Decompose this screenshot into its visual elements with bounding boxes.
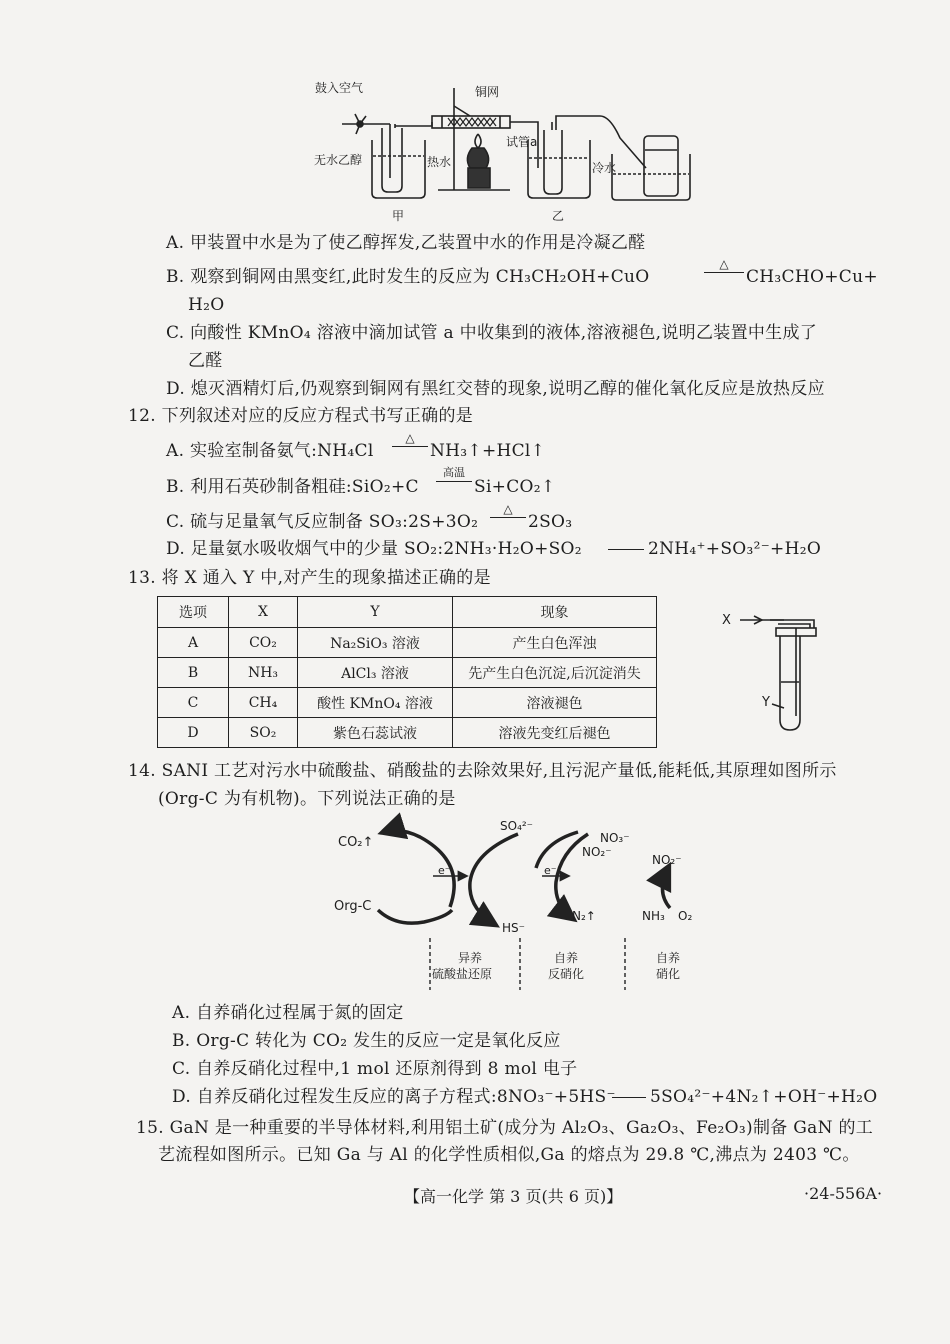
q12-option-b-condition: 高温 xyxy=(443,466,465,479)
q14-option-d-part2: 5SO₄²⁻+4N₂↑+OH⁻+H₂O xyxy=(650,1087,878,1107)
q12-option-b-part1: B. 利用石英砂制备粗硅:SiO₂+C xyxy=(166,477,419,497)
label-copper-mesh: 铜网 xyxy=(475,85,500,99)
label-org-c: Org-C xyxy=(334,899,372,914)
cell-x: SO₂ xyxy=(229,718,298,748)
q12-option-b-condition-wrap xyxy=(436,467,472,482)
q14-option-c: C. 自养反硝化过程中,1 mol 还原剂得到 8 mol 电子 xyxy=(172,1059,578,1079)
q12-option-d-part2: 2NH₄⁺+SO₃²⁻+H₂O xyxy=(648,539,822,559)
cell-phenomenon: 先产生白色沉淀,后沉淀消失 xyxy=(453,658,657,688)
label-x: X xyxy=(722,613,731,628)
label-jia: 甲 xyxy=(392,209,405,223)
label-n2: N₂↑ xyxy=(572,909,596,923)
label-denitrification: 反硝化 xyxy=(548,967,585,981)
cell-y: 紫色石蕊试液 xyxy=(298,718,453,748)
q11-option-b-part2: CH₃CHO+Cu+ xyxy=(746,267,878,287)
q12-option-b-arrow xyxy=(436,481,472,482)
label-heterotrophic: 异养 xyxy=(458,951,483,965)
cell-x: CO₂ xyxy=(229,628,298,658)
table-row xyxy=(158,658,657,688)
q15-line1: 15. GaN 是一种重要的半导体材料,利用铝土矿(成分为 Al₂O₃、Ga₂O₃、Fe₂O₃)制备 GaN 的工 xyxy=(136,1118,874,1138)
q12-option-c-part1: C. 硫与足量氧气反应制备 SO₃:2S+3O₂ xyxy=(166,512,479,532)
cell-y: Na₂SiO₃ 溶液 xyxy=(298,628,453,658)
sani-process-diagram xyxy=(330,812,710,992)
q13-stem: 13. 将 X 通入 Y 中,对产生的现象描述正确的是 xyxy=(128,568,491,588)
cell-option: C xyxy=(158,688,229,718)
q12-option-d-part1: D. 足量氨水吸收烟气中的少量 SO₂:2NH₃·H₂O+SO₂ xyxy=(166,539,582,559)
q12-option-a-condition: △ xyxy=(405,431,415,445)
q13-table xyxy=(157,596,657,748)
q14-stem-line2: (Org-C 为有机物)。下列说法正确的是 xyxy=(158,789,456,809)
label-hs: HS⁻ xyxy=(502,921,525,935)
q14-option-b: B. Org-C 转化为 CO₂ 发生的反应一定是氧化反应 xyxy=(172,1031,561,1051)
label-autotrophic-2: 自养 xyxy=(656,951,681,965)
q12-option-a-part1: A. 实验室制备氨气:NH₄Cl xyxy=(166,441,374,461)
cell-option: D xyxy=(158,718,229,748)
gas-inlet-test-tube-figure xyxy=(718,608,828,738)
table-row xyxy=(158,628,657,658)
cell-x: NH₃ xyxy=(229,658,298,688)
q11-option-b-condition-wrap xyxy=(704,258,744,273)
header-option: 选项 xyxy=(158,597,229,628)
cell-phenomenon: 溶液褪色 xyxy=(453,688,657,718)
label-o2: O₂ xyxy=(678,909,693,923)
header-y: Y xyxy=(298,597,453,628)
header-phenomenon: 现象 xyxy=(453,597,657,628)
q11-option-a: A. 甲装置中水是为了使乙醇挥发,乙装置中水的作用是冷凝乙醛 xyxy=(166,233,646,253)
cell-phenomenon: 产生白色浑浊 xyxy=(453,628,657,658)
q14-option-a: A. 自养硝化过程属于氮的固定 xyxy=(172,1003,404,1023)
q12-option-a-arrow xyxy=(392,446,428,447)
q15-line2: 艺流程如图所示。已知 Ga 与 Al 的化学性质相似,Ga 的熔点为 29.8 ℃,沸点为 2403 ℃。 xyxy=(158,1145,860,1165)
label-e-1: e⁻ xyxy=(438,864,451,877)
label-nh3: NH₃ xyxy=(642,909,665,923)
q11-option-d: D. 熄灭酒精灯后,仍观察到铜网有黑红交替的现象,说明乙醇的催化氧化反应是放热反应 xyxy=(166,379,825,399)
q11-option-b-arrow xyxy=(704,272,744,273)
q11-option-b-condition: △ xyxy=(719,257,729,271)
table-header-row xyxy=(158,597,657,628)
label-hot-water: 热水 xyxy=(427,155,452,169)
q12-option-c-arrow xyxy=(490,517,526,518)
ethanol-oxidation-apparatus xyxy=(300,78,700,228)
label-cold-water: 冷水 xyxy=(592,161,617,175)
q12-option-a-part2: NH₃↑+HCl↑ xyxy=(430,441,546,461)
q14-stem-line1: 14. SANI 工艺对污水中硫酸盐、硝酸盐的去除效果好,且污泥产量低,能耗低,其原理如图所示 xyxy=(128,761,837,781)
label-y: Y xyxy=(762,695,770,710)
q12-option-c-condition: △ xyxy=(503,502,513,516)
label-test-tube: 试管a xyxy=(506,135,538,149)
q11-option-b-part3: H₂O xyxy=(188,295,225,315)
label-nitrification: 硝化 xyxy=(656,967,681,981)
q12-option-d-equals xyxy=(608,549,644,550)
cell-option: B xyxy=(158,658,229,688)
footer-code: ·24-556A· xyxy=(804,1184,883,1203)
q14-option-d-part1: D. 自养反硝化过程发生反应的离子方程式:8NO₃⁻+5HS⁻ xyxy=(172,1087,616,1107)
q12-option-a-condition-wrap xyxy=(392,432,428,447)
footer-page-info: 【高一化学 第 3 页(共 6 页)】 xyxy=(404,1187,623,1206)
label-ethanol: 无水乙醇 xyxy=(314,153,363,167)
cell-y: 酸性 KMnO₄ 溶液 xyxy=(298,688,453,718)
label-so4: SO₄²⁻ xyxy=(500,819,534,833)
label-e-2: e⁻ xyxy=(544,864,557,877)
label-no2-a: NO₂⁻ xyxy=(582,845,612,859)
label-yi: 乙 xyxy=(552,209,565,223)
cell-phenomenon: 溶液先变红后褪色 xyxy=(453,718,657,748)
label-air: 鼓入空气 xyxy=(315,81,364,95)
q11-option-c-line1: C. 向酸性 KMnO₄ 溶液中滴加试管 a 中收集到的液体,溶液褪色,说明乙装置中生成了 xyxy=(166,323,818,343)
q12-option-c-condition-wrap xyxy=(490,503,526,518)
label-no2-b: NO₂⁻ xyxy=(652,853,682,867)
cell-y: AlCl₃ 溶液 xyxy=(298,658,453,688)
label-no3: NO₃⁻ xyxy=(600,831,630,845)
cell-x: CH₄ xyxy=(229,688,298,718)
q11-option-c-line2: 乙醛 xyxy=(188,351,223,371)
header-x: X xyxy=(229,597,298,628)
label-autotrophic-1: 自养 xyxy=(554,951,579,965)
q11-option-b-part1: B. 观察到铜网由黑变红,此时发生的反应为 CH₃CH₂OH+CuO xyxy=(166,267,650,287)
cell-option: A xyxy=(158,628,229,658)
q14-option-d-equals xyxy=(612,1097,646,1098)
q12-option-c-part2: 2SO₃ xyxy=(528,512,573,532)
label-co2: CO₂↑ xyxy=(338,835,374,850)
table-row xyxy=(158,718,657,748)
q12-option-b-part2: Si+CO₂↑ xyxy=(474,477,556,497)
table-row xyxy=(158,688,657,718)
label-sulfate-reduction: 硫酸盐还原 xyxy=(432,967,493,981)
q12-stem: 12. 下列叙述对应的反应方程式书写正确的是 xyxy=(128,406,474,426)
